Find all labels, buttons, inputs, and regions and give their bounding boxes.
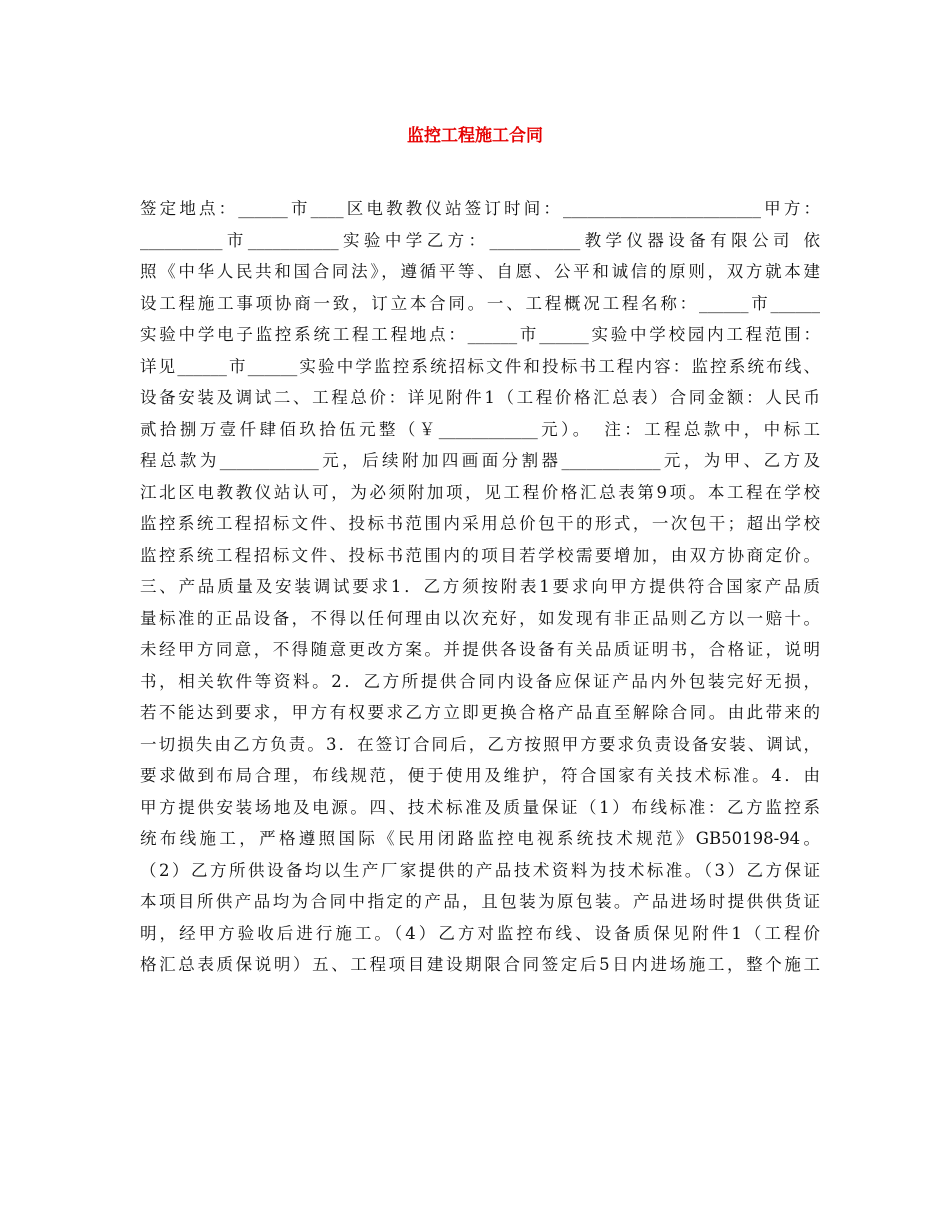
body-line: 监控系统工程招标文件、投标书范围内的项目若学校需要增加，由双方协商定价。 (140, 545, 820, 565)
body-line: 程总款为____________元，后续附加四画面分割器____________元，为甲、乙方及 (140, 451, 820, 470)
body-line: 江北区电教教仪站认可，为必须附加项，见工程价格汇总表第9项。本工程在学校 (140, 482, 820, 502)
body-line: 统布线施工，严格遵照国际《民用闭路监控电视系统技术规范》GB50198-94。 (140, 829, 820, 848)
document-title: 监控工程施工合同 (407, 126, 543, 146)
body-line: 量标准的正品设备，不得以任何理由以次充好，如发现有非正品则乙方以一赔十。 (140, 608, 820, 628)
body-line: 要求做到布局合理，布线规范，便于使用及维护，符合国家有关技术标准。4．由 (140, 766, 820, 785)
body-line: 未经甲方同意，不得随意更改方案。并提供各设备有关品质证明书，合格证，说明 (140, 640, 820, 659)
body-line: 监控系统工程招标文件、投标书范围内采用总价包干的形式，一次包干；超出学校 (140, 514, 820, 533)
body-line: 照《中华人民共和国合同法》，遵循平等、自愿、公平和诚信的原则，双方就本建 (140, 262, 820, 281)
body-line: 签定地点：______市____区电教教仪站签订时间：________________________甲方： (140, 199, 820, 218)
document-body (140, 193, 820, 981)
body-line: 若不能达到要求，甲方有权要求乙方立即更换合格产品直至解除合同。由此带来的 (140, 703, 820, 722)
body-line: 一切损失由乙方负责。3．在签订合同后，乙方按照甲方要求负责设备安装、调试， (140, 734, 820, 754)
body-line: 书，相关软件等资料。2．乙方所提供合同内设备应保证产品内外包装完好无损， (140, 671, 820, 691)
body-line: 详见______市______实验中学监控系统招标文件和投标书工程内容：监控系统布线、 (140, 356, 820, 376)
body-line: 设工程施工事项协商一致，订立本合同。一、工程概况工程名称：______市______ (140, 293, 820, 313)
body-line: 实验中学电子监控系统工程工程地点：______市______实验中学校园内工程范围： (140, 325, 820, 344)
body-line: 三、产品质量及安装调试要求1．乙方须按附表1要求向甲方提供符合国家产品质 (140, 577, 820, 596)
body-line: 贰拾捌万壹仟肆佰玖拾伍元整（￥____________元）。 注：工程总款中，中标工 (140, 419, 820, 439)
body-line: （2）乙方所供设备均以生产厂家提供的产品技术资料为技术标准。（3）乙方保证 (140, 860, 820, 880)
body-line: 明，经甲方验收后进行施工。（4）乙方对监控布线、设备质保见附件1（工程价 (140, 923, 820, 943)
body-line: 甲方提供安装场地及电源。四、技术标准及质量保证（1）布线标准：乙方监控系 (140, 797, 820, 817)
body-line: 本项目所供产品均为合同中指定的产品，且包装为原包装。产品进场时提供供货证 (140, 892, 820, 911)
body-line: __________市___________实验中学乙方：___________教学仪器设备有限公司 依 (140, 230, 820, 250)
body-line: 设备安装及调试二、工程总价：详见附件1（工程价格汇总表）合同金额：人民币 (140, 388, 820, 407)
body-line: 格汇总表质保说明）五、工程项目建设期限合同签定后5日内进场施工，整个施工 (140, 955, 820, 974)
